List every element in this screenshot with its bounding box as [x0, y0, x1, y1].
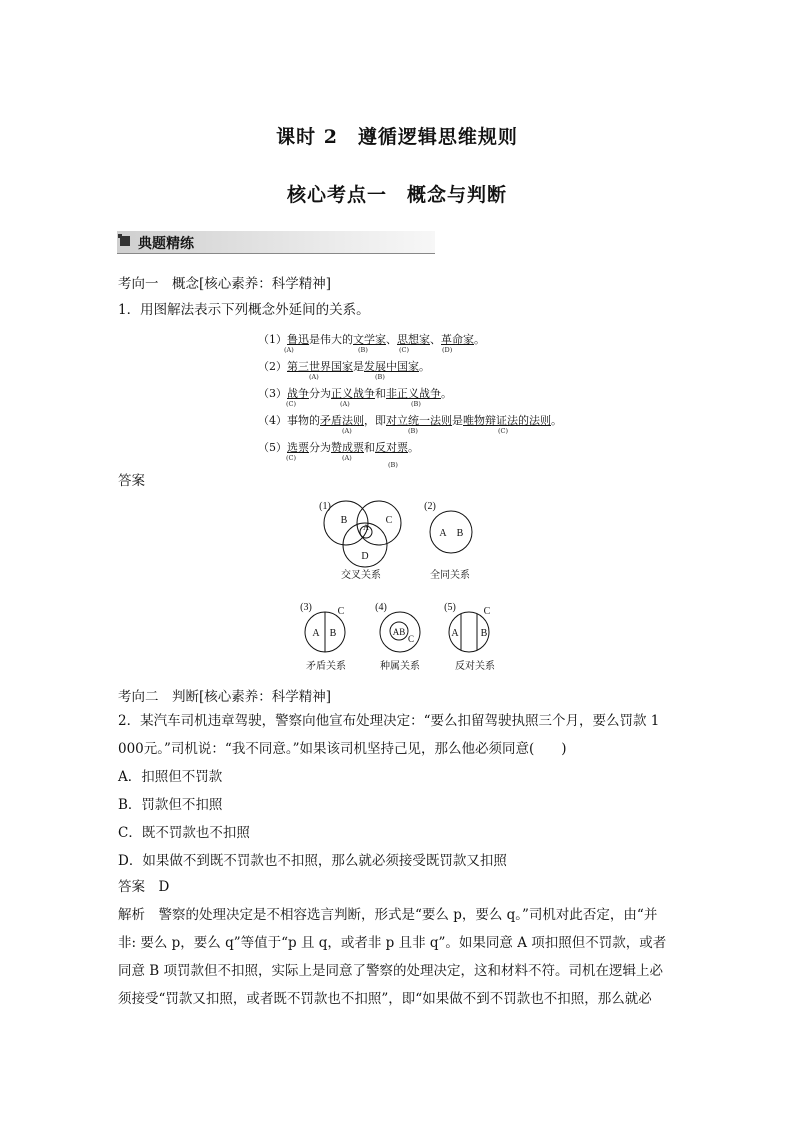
- banner-square-icon: [120, 236, 130, 246]
- diagram-number: (5): [444, 602, 456, 613]
- option-b: B．罚款但不扣照: [118, 797, 223, 813]
- section-banner-label: 典题精练: [138, 236, 194, 252]
- q1-item-1: （1）鲁迅是伟大的文学家、思想家、革命家。 (A) (B) (C) (D): [258, 333, 485, 354]
- q2-answer: 答案 D: [118, 879, 170, 895]
- svg-text:A: A: [451, 628, 459, 639]
- svg-text:A: A: [439, 528, 447, 539]
- section-banner: [117, 231, 435, 254]
- q2-stem: 2．某汽车司机违章驾驶，警察向他宣布处理决定：“要么扣留驾驶执照三个月，要么罚款 1 000元。”司机说：“我不同意。”如果该司机坚持己见，那么他必须同意( ): [118, 713, 660, 757]
- svg-text:C: C: [407, 634, 415, 644]
- diagram-caption: 交叉关系: [341, 570, 381, 581]
- option-a: A．扣照但不罚款: [118, 769, 223, 785]
- option-d: D．如果做不到既不罚款也不扣照，那么就必须接受既罚款又扣照: [118, 853, 507, 869]
- diagram-caption: 矛盾关系: [306, 661, 346, 672]
- q1-item-2: （2）第三世界国家是发展中国家。 (A) (B): [258, 360, 430, 381]
- concept-tag: (A): [342, 454, 352, 462]
- svg-text:B: B: [456, 528, 464, 539]
- concept-tag: (B): [375, 373, 385, 381]
- q2-options: [118, 763, 680, 875]
- svg-text:D: D: [361, 551, 369, 562]
- diagram-caption: 反对关系: [455, 661, 495, 672]
- concept-tag: (A): [309, 373, 319, 381]
- topic1-heading: 考向一 概念[核心素养：科学精神]: [118, 276, 332, 292]
- concept-tag: (C): [286, 454, 297, 462]
- q1-item-4: （4）事物的矛盾法则，即对立统一法则是唯物辩证法的法则。 (A) (B) (C): [258, 414, 562, 435]
- analysis-label: 解析: [118, 907, 145, 923]
- concept-tag: (A): [284, 346, 294, 354]
- concept-tag: (B): [411, 400, 421, 408]
- svg-text:B: B: [340, 515, 348, 526]
- q1-answer-label: 答案: [118, 473, 145, 489]
- svg-text:A: A: [312, 628, 320, 639]
- diagram-caption: 全同关系: [430, 570, 470, 581]
- venn-diagrams: [0, 490, 794, 675]
- diagram-number: (4): [375, 602, 387, 613]
- concept-tag: (C): [399, 346, 410, 354]
- concept-tag: (D): [442, 346, 453, 354]
- option-c: C．既不罚款也不扣照: [118, 825, 250, 841]
- diagram-number: (1): [319, 501, 331, 512]
- svg-text:B: B: [329, 628, 337, 639]
- q1-stem: 1．用图解法表示下列概念外延间的关系。: [118, 302, 370, 318]
- q2-analysis: 解析 警察的处理决定是不相容选言判断，形式是“要么 p，要么 q。”司机对此否定，由“并 非: 要么 p，要么 q”等值于“p 且 q，或者非 p 且非 q”。如果同意 A 项扣照但不罚款，或者 同意 B 项罚款但不扣照，实际上是同意了警察的处理决定，这和材料不符。司机在逻辑上必 须接受“罚款又扣照，或者既不罚款也不扣照”，即“如果做不到不罚款也不扣照，那么就必: [118, 907, 667, 1007]
- diagram-caption: 种属关系: [380, 661, 420, 672]
- venn-circle-ab: [430, 511, 472, 553]
- q1-item-3: （3）战争分为正义战争和非正义战争。 (C) (A) (B): [258, 387, 452, 408]
- item-number: （1）: [258, 333, 287, 346]
- svg-text:C: C: [385, 515, 393, 526]
- q1-item-5: （5）选票分为赞成票和反对票。 (C) (A) (B): [258, 441, 419, 469]
- svg-text:A: A: [363, 523, 369, 532]
- svg-text:AB: AB: [392, 627, 406, 637]
- diagram-number: (3): [300, 602, 312, 613]
- svg-text:C: C: [337, 606, 345, 617]
- concept-tag: (C): [498, 427, 509, 435]
- section-subtitle: 核心考点一 概念与判断: [286, 184, 507, 206]
- concept-tag: (B): [388, 461, 398, 469]
- svg-text:C: C: [483, 606, 491, 617]
- concept-tag: (B): [408, 427, 418, 435]
- concept-tag: (B): [358, 346, 368, 354]
- concept-tag: (A): [340, 400, 350, 408]
- diagram-number: (2): [424, 501, 436, 512]
- svg-text:B: B: [480, 628, 488, 639]
- topic2-heading: 考向二 判断[核心素养：科学精神]: [118, 689, 332, 705]
- concept-tag: (A): [342, 427, 352, 435]
- page-title: 课时 2 遵循逻辑思维规则: [276, 126, 518, 148]
- concept-tag: (C): [286, 400, 297, 408]
